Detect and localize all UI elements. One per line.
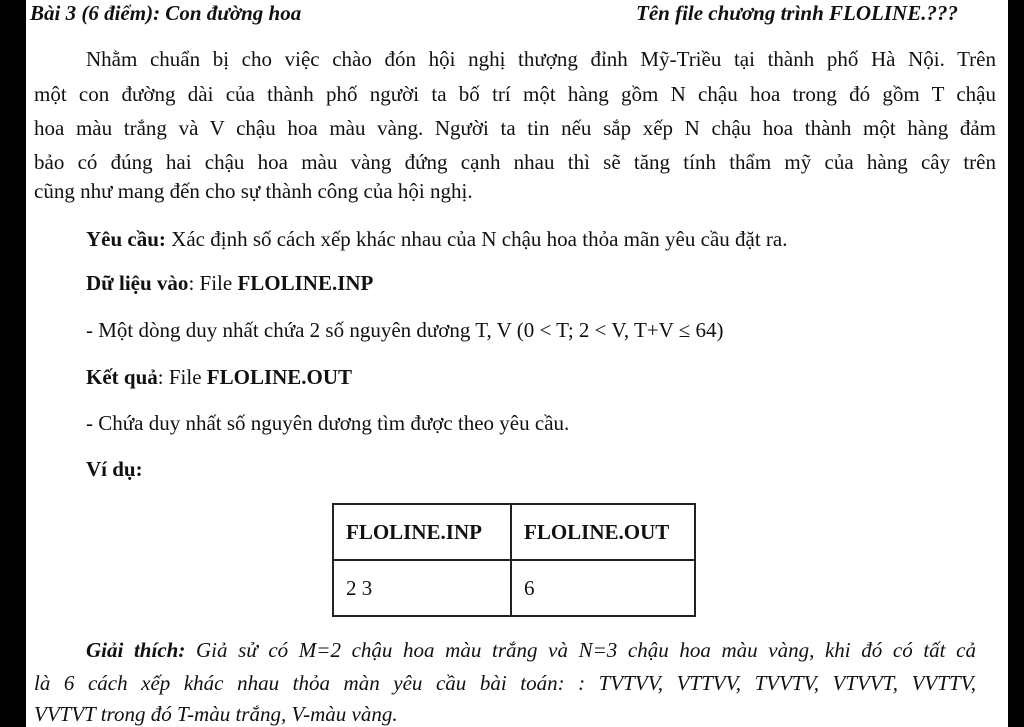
description-line-1: Nhằm chuẩn bị cho việc chào đón hội nghị thượng đỉnh Mỹ-Triều tại thành phố Hà Nội. Trên xyxy=(86,47,996,71)
input-file-name: FLOLINE.INP xyxy=(237,271,374,295)
description-line-2: một con đường dài của thành phố người ta bố trí một hàng gồm N chậu hoa trong đó gồm T chậu xyxy=(34,82,996,106)
description-line-5: cũng như mang đến cho sự thành công của hội nghị. xyxy=(34,179,473,203)
requirement-text: Xác định số cách xếp khác nhau của N chậu hoa thỏa mãn yêu cầu đặt ra. xyxy=(165,227,788,251)
explanation-line-1 xyxy=(86,637,976,663)
input-description: - Một dòng duy nhất chứa 2 số nguyên dương T, V (0 < T; 2 < V, T+V ≤ 64) xyxy=(86,318,724,342)
problem-title: Bài 3 (6 điểm): Con đường hoa xyxy=(30,1,302,25)
requirement-label: Yêu cầu: xyxy=(86,227,166,251)
example-label: Ví dụ: xyxy=(86,457,143,481)
output-file-prefix: : File xyxy=(157,365,207,389)
explanation-label: Giải thích: xyxy=(86,638,186,662)
program-filename: Tên file chương trình FLOLINE.??? xyxy=(636,1,958,25)
description-line-3: hoa màu trắng và V chậu hoa màu vàng. Người ta tin nếu sắp xếp N chậu hoa thành một hàng đảm xyxy=(34,116,996,140)
explanation-line-2: là 6 cách xếp khác nhau thỏa màn yêu cầu bài toán: : TVTVV, VTTVV, TVVTV, VTVVT, VVTTV, xyxy=(34,671,976,695)
explanation-text-1: Giả sử có M=2 chậu hoa màu trắng và N=3 chậu hoa màu vàng, khi đó có tất cả xyxy=(185,638,976,662)
example-table-row xyxy=(333,560,695,616)
right-black-border xyxy=(1008,0,1024,727)
example-table-header-row xyxy=(333,504,695,560)
example-output-value: 6 xyxy=(511,560,695,616)
left-black-border xyxy=(0,0,26,727)
output-label: Kết quả xyxy=(86,365,158,389)
output-file-name: FLOLINE.OUT xyxy=(206,365,353,389)
output-section-heading xyxy=(86,364,352,390)
example-input-value: 2 3 xyxy=(333,560,511,616)
document-page xyxy=(26,0,1008,727)
example-table xyxy=(332,503,696,617)
input-section-heading xyxy=(86,270,373,296)
output-description: - Chứa duy nhất số nguyên dương tìm được theo yêu cầu. xyxy=(86,411,570,435)
input-file-prefix: : File xyxy=(188,271,238,295)
example-header-output: FLOLINE.OUT xyxy=(511,504,695,560)
input-label: Dữ liệu vào xyxy=(86,271,189,295)
requirement xyxy=(86,226,788,252)
example-header-input: FLOLINE.INP xyxy=(333,504,511,560)
description-line-4: bảo có đúng hai chậu hoa màu vàng đứng cạnh nhau thì sẽ tăng tính thẩm mỹ của hàng cây trên xyxy=(34,150,996,174)
explanation-line-3: VVTVT trong đó T-màu trắng, V-màu vàng. xyxy=(34,702,398,726)
